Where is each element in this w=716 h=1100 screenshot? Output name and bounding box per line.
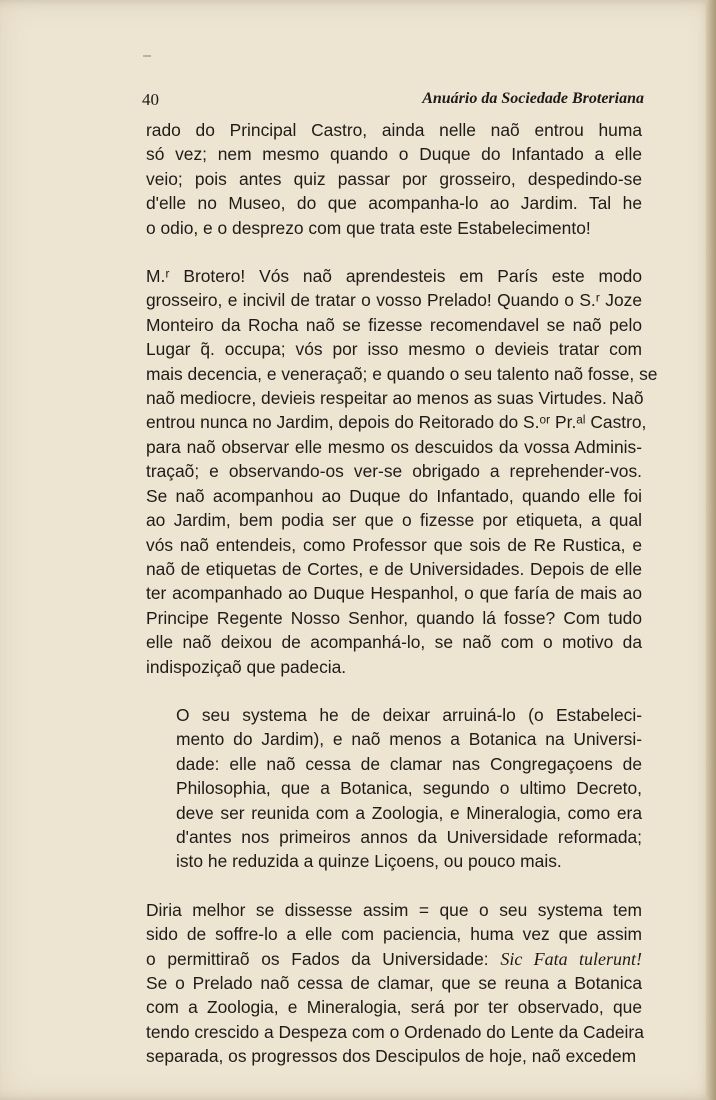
paragraph bbox=[146, 264, 658, 679]
text-line: veio; pois antes quiz passar por grosseiro, despedindo-se bbox=[146, 168, 642, 189]
text-line: Lugar q̃. occupa; vós por isso mesmo o devieis tratar com bbox=[146, 339, 642, 360]
text-line: rado do Principal Castro, ainda nelle naõ entrou huma bbox=[146, 120, 642, 140]
text-line: d'antes nos primeiros annos da Universidade reformada; bbox=[176, 826, 642, 847]
paragraph-gap bbox=[146, 679, 642, 703]
text-line: o permittiraõ os Fados da Universidade: Sic Fata tulerunt! bbox=[146, 948, 642, 969]
text-line: tendo crescido a Despeza com o Ordenado do Lente da Cadeira bbox=[146, 1021, 644, 1042]
text-line: O seu systema he de deixar arruiná-lo (o Estabeleci- bbox=[176, 704, 642, 725]
text-line: isto he reduzida a quinze Liçoens, ou pouco mais. bbox=[176, 851, 562, 872]
page-edge-shadow bbox=[706, 0, 716, 1100]
text-line: Monteiro da Rocha naõ se fizesse recomendavel se naõ pelo bbox=[146, 314, 642, 335]
text-line: indispoziçaõ que padecia. bbox=[146, 656, 347, 677]
text-line: o odio, e o desprezo com que trata este Estabelecimento! bbox=[146, 217, 591, 238]
text-line: mento do Jardim), e naõ menos a Botanica na Universi- bbox=[176, 729, 642, 750]
page-number: 40 bbox=[142, 90, 159, 109]
text-line: separada, os progressos dos Descipulos de hoje, naõ excedem bbox=[146, 1046, 637, 1067]
text-line: Diria melhor se dissesse assim = que o seu systema tem bbox=[146, 899, 642, 920]
page-header bbox=[142, 90, 644, 114]
text-line: Philosophia, que a Botanica, segundo o ultimo Decreto, bbox=[176, 778, 642, 799]
text-line: mais decencia, e veneraçaõ; e quando o seu talento naõ fosse, se bbox=[146, 363, 658, 384]
text-line: grosseiro, e incivil de tratar o vosso Prelado! Quando o S.ʳ Joze bbox=[146, 290, 642, 311]
text-line: ter acompanhado ao Duque Hespanhol, o que faría de mais ao bbox=[146, 583, 642, 604]
text-line: elle naõ deixou de acompanhá-lo, se naõ com o motivo da bbox=[146, 632, 642, 653]
body-text bbox=[146, 118, 658, 1069]
text-line: dade: elle naõ cessa de clamar nas Congregaçoens de bbox=[176, 753, 642, 774]
text-line: para naõ observar elle mesmo os descuidos da vossa Adminis- bbox=[146, 436, 642, 457]
text-line: d'elle no Museo, do que acompanha-lo ao Jardim. Tal he bbox=[146, 193, 642, 214]
paragraph bbox=[146, 898, 642, 1069]
text-line: Se o Prelado naõ cessa de clamar, que se reuna a Botanica bbox=[146, 973, 642, 993]
text-line: naõ de etiquetas de Cortes, e de Universidades. Depois de elle bbox=[146, 558, 642, 579]
text-line: entrou nunca no Jardim, depois do Reitorado do S.ᵒʳ Pr.ᵃˡ Castro, bbox=[146, 412, 647, 433]
text-line: vós naõ entendeis, como Professor que sois de Re Rustica, e bbox=[146, 534, 642, 555]
paragraph bbox=[146, 118, 642, 240]
text-line: ao Jardim, bem podia ser que o fizesse por etiqueta, a qual bbox=[146, 510, 642, 531]
running-title: Anuário da Sociedade Broteriana bbox=[422, 90, 644, 107]
paper-speck bbox=[143, 55, 151, 57]
text-line: só vez; nem mesmo quando o Duque do Infantado a elle bbox=[146, 144, 642, 165]
text-line: Se naõ acompanhou ao Duque do Infantado, quando elle foi bbox=[146, 485, 642, 506]
text-line: deve ser reunida com a Zoologia, e Mineralogia, como era bbox=[176, 802, 642, 823]
paragraph-gap bbox=[146, 874, 642, 898]
text-line: M.ʳ Brotero! Vós naõ aprendesteis em París este modo bbox=[146, 266, 642, 287]
text-line: traçaõ; e observando-os ver-se obrigado a reprehender-vos. bbox=[146, 461, 642, 482]
text-line: com a Zoologia, e Mineralogia, será por ter observado, que bbox=[146, 997, 642, 1018]
text-line: naõ mediocre, devieis respeitar ao menos as suas Virtudes. Naõ bbox=[146, 388, 644, 409]
latin-quote: Sic Fata tulerunt! bbox=[500, 948, 642, 969]
text-line: sido de soffre-lo a elle com paciencia, huma vez que assim bbox=[146, 924, 642, 945]
paragraph-gap bbox=[146, 240, 642, 264]
text-line: Principe Regente Nosso Senhor, quando lá fosse? Com tudo bbox=[146, 607, 642, 628]
paragraph bbox=[146, 703, 642, 874]
